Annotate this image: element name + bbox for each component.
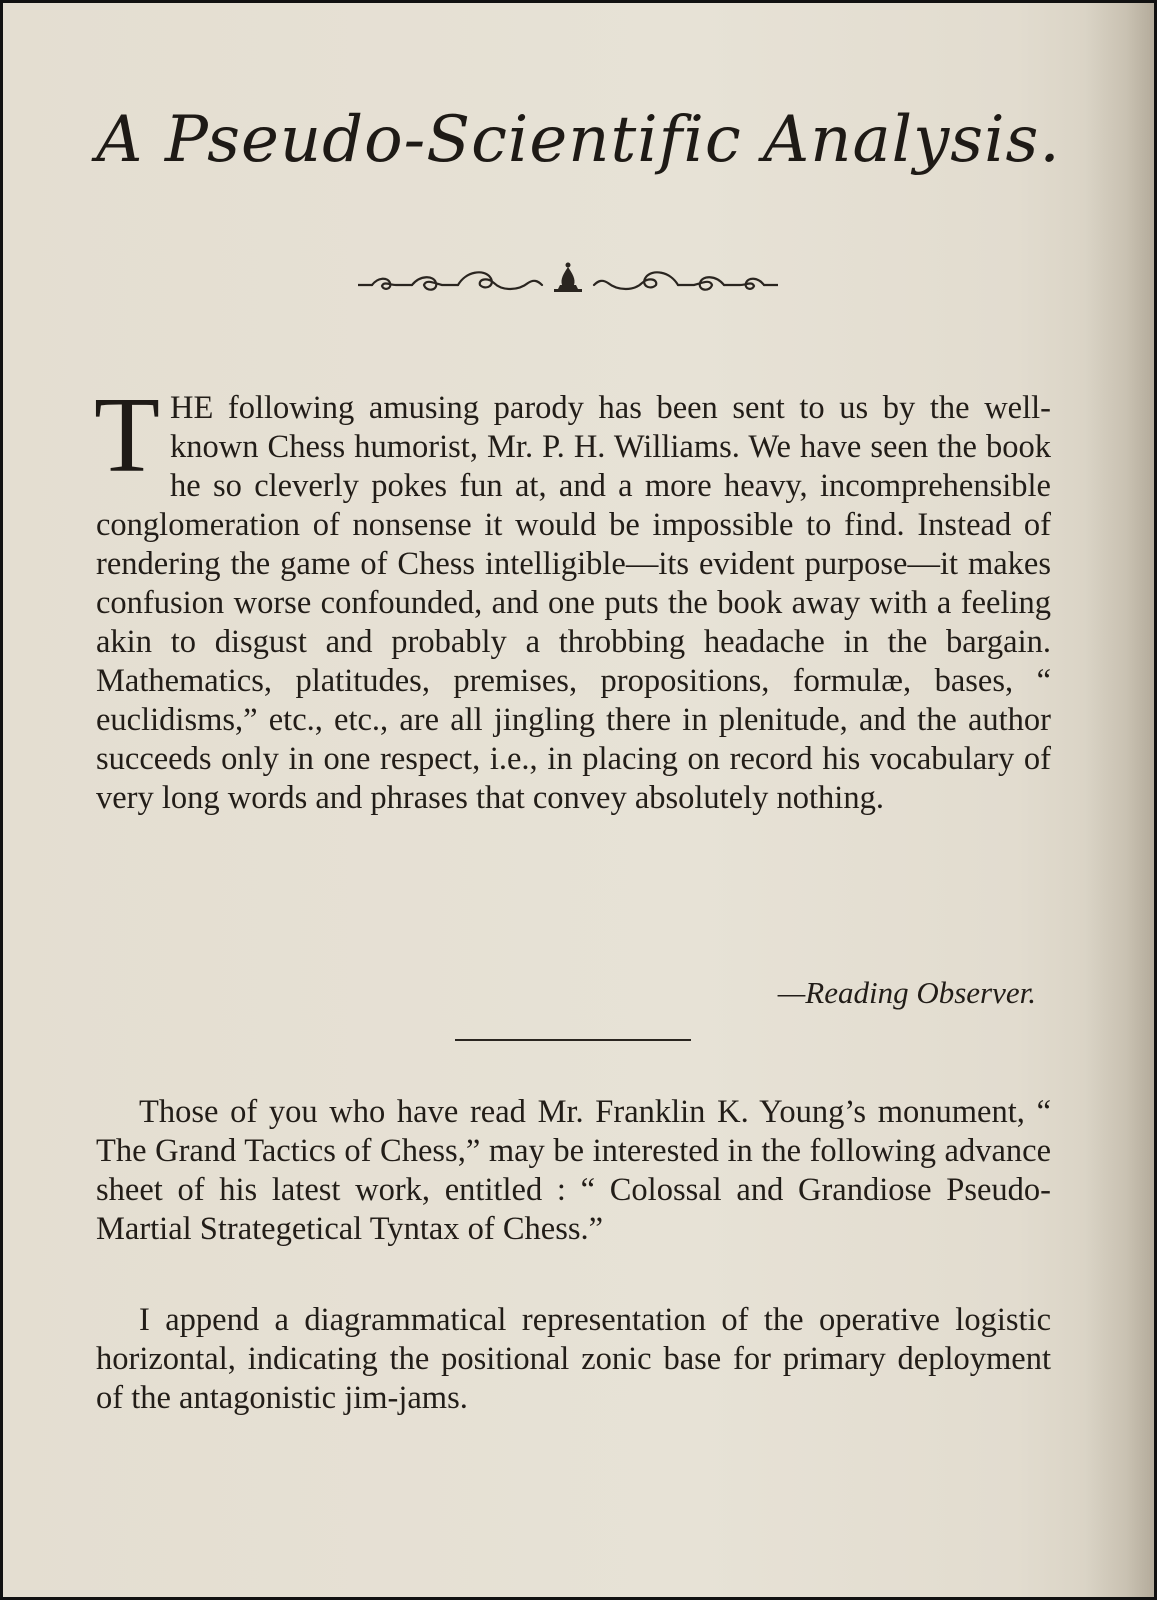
attribution-source: —Reading Observer.	[777, 975, 1036, 1010]
binding-shadow	[1084, 3, 1154, 1597]
page-title: A Pseudo-Scientific Analysis.	[96, 103, 1061, 177]
paragraph-diagram-intro: I append a diagrammatical representation of the operative logistic horizontal, indicating the positional zonic base for primary deployment of the antagonistic jim-jams.	[96, 1302, 1051, 1416]
paragraph-intro-text: HE following amusing parody has been sent to us by the well-known Chess humorist, Mr. P. H. Williams. We have seen the book he so cleverly pokes fun at, and a more heavy, incomprehensible conglomeration of nonsense it would be impossible to find. Instead of rendering the game of Chess intelligible—its evident purpose—it makes confusion worse confounded, and one puts the book away with a feeling akin to disgust and probably a throbbing headache in the bargain. Mathematics, platitudes, premises, propositions, formulæ, bases, “ euclidisms,” etc., etc., are all jingling there in plenitude, and the author succeeds only in one respect, i.e., in placing on record his vocabulary of very long words and phrases that convey absolutely nothing.	[96, 390, 1051, 816]
paragraph-young-monument: Those of you who have read Mr. Franklin K. Young’s monument, “ The Grand Tactics of Chess,” may be interested in the following advance sheet of his latest work, entitled : “ Colossal and Grandiose Pseudo-Martial Strategetical Tyntax of Chess.”	[96, 1094, 1051, 1247]
drop-cap: T	[94, 376, 160, 495]
scroll-flourish-ornament-icon	[358, 261, 778, 297]
paragraph-intro	[94, 376, 1051, 818]
section-divider	[455, 1039, 691, 1041]
